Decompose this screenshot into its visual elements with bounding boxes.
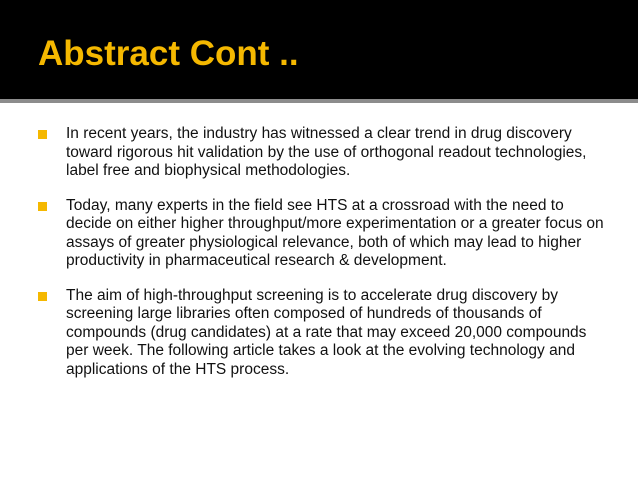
square-bullet-icon	[38, 130, 47, 139]
slide-title: Abstract Cont ..	[38, 34, 299, 73]
bullet-item	[38, 287, 604, 380]
bullet-item	[38, 125, 604, 181]
square-bullet-icon	[38, 202, 47, 211]
header-divider	[0, 99, 638, 103]
slide-body	[38, 125, 604, 395]
bullet-text: In recent years, the industry has witnessed a clear trend in drug discovery toward rigorous hit validation by the use of orthogonal readout technologies, label free and biophysical methodologies.	[66, 125, 587, 179]
square-bullet-icon	[38, 292, 47, 301]
bullet-item	[38, 197, 604, 271]
bullet-text: Today, many experts in the field see HTS at a crossroad with the need to decide on either higher throughput/more experimentation or a greater focus on assays of greater physiological relevance, both of which may lead to higher productivity in pharmaceutical research & development.	[66, 196, 604, 269]
bullet-text: The aim of high-throughput screening is to accelerate drug discovery by screening large libraries often composed of hundreds of thousands of compounds (drug candidates) at a rate that may exceed 20,000 compounds per week. The following article takes a look at the evolving technology and applications of the HTS process.	[66, 286, 587, 378]
slide-header	[0, 0, 638, 99]
